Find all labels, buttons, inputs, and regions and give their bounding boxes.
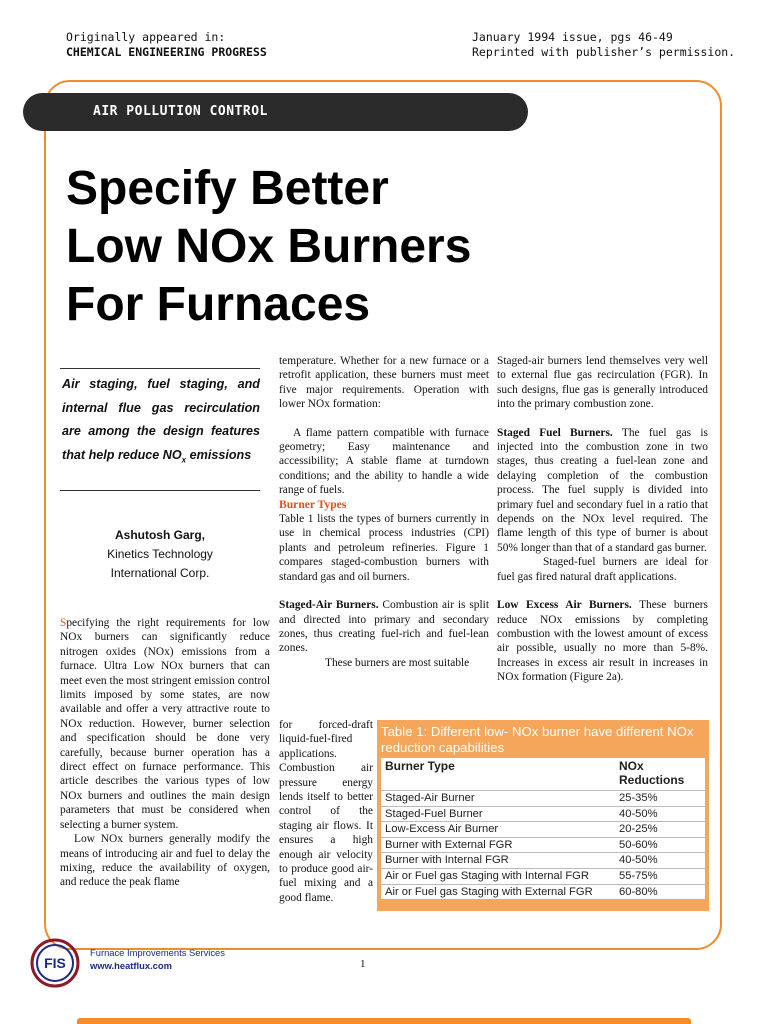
column-3 xyxy=(497,354,708,685)
lead-tail: emissions xyxy=(186,447,252,462)
intro-text: pecifying the right requirements for low NOx burners can significantly reduce nitrogen oxides (NOx) emissions from a furnace. Ultra Low NOx burners that can meet even the most stringent emission control limits imposed by some states, are now available and offer a very attractive route to NOx reduction. However, burner selection and specification should be done very carefully, because burner operation has a direct effect on furnace performance. This article describes the various types of low NOx burners and outlines the main design parameters that must be considered when selecting a burner system. xyxy=(60,617,270,831)
section-banner-label: AIR POLLUTION CONTROL xyxy=(93,104,268,119)
nox-reduction-cell: 20-25% xyxy=(615,822,705,838)
title-line-2: Low NOx Burners xyxy=(66,220,472,273)
column-2-wrap: for forced-draft liquid-fuel-fired applications. Combustion air pressure energy lends itself to better control of the staging air flows. It ensures a high enough air velocity to produce good air-fuel mixing and a good flame. xyxy=(279,719,373,904)
lead-subscript: x xyxy=(181,455,187,465)
page-number: 1 xyxy=(360,958,366,970)
column-1 xyxy=(60,616,270,890)
author-name: Ashutosh Garg, xyxy=(114,528,205,542)
table-body xyxy=(381,758,705,899)
fis-logo xyxy=(30,938,80,988)
nox-reduction-cell: 55-75% xyxy=(615,868,705,884)
title-line-1: Specify Better xyxy=(66,162,389,215)
table-row xyxy=(381,822,705,838)
reprint-notice: Reprinted with publisher’s permission. xyxy=(472,45,736,59)
journal-name: CHEMICAL ENGINEERING PROGRESS xyxy=(66,45,267,59)
run-in-heading: Staged Fuel Burners. xyxy=(497,426,613,439)
table-caption: Table 1: Different low- NOx burner have different NOx reduction capabilities xyxy=(381,724,694,755)
paragraph-text: The fuel gas is injected into the combustion zone in two stages, thus creating a fuel-lean zone and delaying completion of the combustion process. The fuel supply is divided into primary fuel and secondary fuel in a ratio that depends on the NOx level required. The flame length of this type of burner is about 50% longer than that of a standard gas burner. xyxy=(497,426,708,554)
paragraph: temperature. Whether for a new furnace or a retrofit application, these burners must meet five major requirements. Operation with lower NOx formation: xyxy=(279,355,489,411)
originally-appeared-label: Originally appeared in: xyxy=(66,30,226,44)
run-in-heading: Staged-Air Burners. xyxy=(279,599,379,612)
table-row xyxy=(381,791,705,807)
burner-type-cell: Burner with External FGR xyxy=(381,837,615,853)
author-org-2: International Corp. xyxy=(110,566,210,580)
author-block xyxy=(60,526,260,583)
column-header-nox-reductions: NOx Reductions xyxy=(619,759,685,787)
section-banner xyxy=(23,93,528,131)
nox-reduction-cell: 40-50% xyxy=(615,853,705,869)
paragraph: Staged-fuel burners are ideal for fuel gas fired natural draft applications. xyxy=(497,556,708,583)
burner-type-cell: Staged-Fuel Burner xyxy=(381,806,615,822)
article-title xyxy=(66,160,471,334)
table-row xyxy=(381,884,705,899)
drop-cap: S xyxy=(60,617,67,629)
intro-paragraph xyxy=(60,616,270,832)
paragraph xyxy=(279,598,489,656)
paragraph: Table 1 lists the types of burners currently in use in chemical process industries (CPI) plants and petroleum refineries. Figure 1 compares staged-combustion burners with standard gas and oil burners. xyxy=(279,513,489,583)
run-in-heading: Low Excess Air Burners. xyxy=(497,599,632,612)
table-1 xyxy=(377,720,709,911)
nox-reduction-cell: 60-80% xyxy=(615,884,705,899)
column-2 xyxy=(279,354,489,670)
article-lead xyxy=(62,373,260,472)
column-header-burner-type: Burner Type xyxy=(385,759,455,773)
paragraph: These burners are most suitable xyxy=(325,656,470,669)
table-row xyxy=(381,868,705,884)
company-name: Furnace Improvements Services xyxy=(90,947,225,958)
author-org-1: Kinetics Technology xyxy=(107,547,213,561)
paragraph: Staged-air burners lend themselves very well to external flue gas recirculation (FGR). In such designs, flue gas is generally introduced into the primary combustion zone. xyxy=(497,355,708,411)
lead-text: Air staging, fuel staging, and internal flue gas recirculation are among the design features that help reduce NO xyxy=(62,377,260,462)
table-row xyxy=(381,853,705,869)
logo-lettering: FIS xyxy=(44,955,66,971)
burner-type-cell: Staged-Air Burner xyxy=(381,791,615,807)
nox-reduction-table xyxy=(381,758,705,899)
paragraph xyxy=(497,598,708,684)
nox-reduction-cell: 40-50% xyxy=(615,806,705,822)
table-row xyxy=(381,837,705,853)
company-url[interactable]: www.heatflux.com xyxy=(90,960,172,971)
paragraph-text: Combustion air is split and directed into primary and secondary zones, thus creating fuel-rich and fuel-lean zones. xyxy=(279,599,489,655)
lead-rule-top xyxy=(60,368,260,369)
burner-type-cell: Air or Fuel gas Staging with Internal FGR xyxy=(381,868,615,884)
paragraph-text: These burners reduce NOx emissions by completing combustion with the lowest amount of excess air possible, usually no more than 5-8%. Increases in excess air result in increases in NOx formation (Figure 2a). xyxy=(497,599,708,684)
issue-info xyxy=(472,30,735,60)
bottom-accent-bar xyxy=(77,1018,691,1024)
table-row xyxy=(381,806,705,822)
publication-info xyxy=(66,30,267,60)
paragraph: A flame pattern compatible with furnace geometry; Easy maintenance and accessibility; A stable flame at turndown conditions; and the ability to handle a wide range of fuels. xyxy=(279,426,489,497)
nox-reduction-cell: 25-35% xyxy=(615,791,705,807)
burner-type-cell: Burner with Internal FGR xyxy=(381,853,615,869)
footer-company xyxy=(90,946,225,972)
burner-type-cell: Low-Excess Air Burner xyxy=(381,822,615,838)
burner-type-cell: Air or Fuel gas Staging with External FGR xyxy=(381,884,615,899)
paragraph xyxy=(497,426,708,556)
title-line-3: For Furnaces xyxy=(66,278,371,331)
section-heading: Burner Types xyxy=(279,497,347,511)
nox-reduction-cell: 50-60% xyxy=(615,837,705,853)
lead-rule-bottom xyxy=(60,490,260,491)
paragraph: Low NOx burners generally modify the means of introducing air and fuel to delay the mixing, reduce the availability of oxygen, and reduce the peak flame xyxy=(60,833,270,889)
issue-date: January 1994 issue, pgs 46-49 xyxy=(472,30,673,44)
